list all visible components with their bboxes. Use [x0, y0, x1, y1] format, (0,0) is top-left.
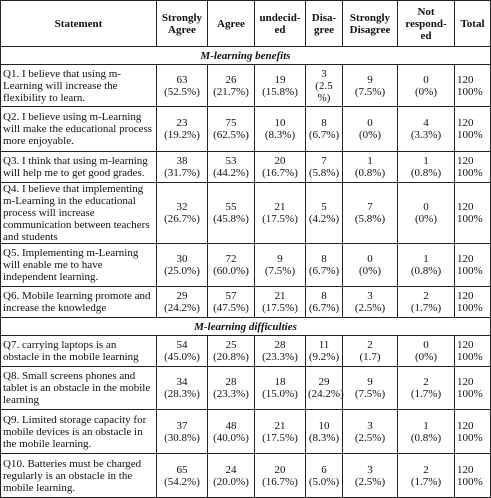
- strongly-disagree-cell: 3 (2.5%): [343, 410, 398, 454]
- strongly-agree-cell: 65 (54.2%): [157, 454, 208, 498]
- total-cell: 120 100%: [455, 287, 491, 318]
- statement-cell: Q8. Small screens phones and tablet is an obstacle in the mobile learning: [1, 367, 157, 410]
- total-cell: 120 100%: [455, 65, 491, 107]
- agree-cell: 72 (60.0%): [208, 244, 255, 287]
- statement-cell: Q5. Implementing m-Learning will enable me to have independent learning.: [1, 244, 157, 287]
- agree-cell: 24 (20.0%): [208, 454, 255, 498]
- header-strongly-disagree: Strongly Disagree: [343, 1, 398, 47]
- agree-cell: 75 (62.5%): [208, 107, 255, 152]
- agree-cell: 48 (40.0%): [208, 410, 255, 454]
- header-row: [1, 1, 491, 47]
- header-undecided: undecid- ed: [255, 1, 306, 47]
- statement-cell: Q7. carrying laptops is an obstacle in the mobile learning: [1, 336, 157, 367]
- statement-cell: Q6. Mobile learning promote and increase the knowledge: [1, 287, 157, 318]
- agree-cell: 25 (20.8%): [208, 336, 255, 367]
- not-responded-cell: 1 (0.8%): [398, 410, 455, 454]
- strongly-disagree-cell: 0 (0%): [343, 244, 398, 287]
- disagree-cell: 8 (6.7%): [306, 107, 343, 152]
- total-cell: 120 100%: [455, 367, 491, 410]
- statement-cell: Q10. Batteries must be charged regularly is an obstacle in the mobile learning.: [1, 454, 157, 498]
- undecided-cell: 28 (23.3%): [255, 336, 306, 367]
- table-row: [1, 107, 491, 152]
- table-row: [1, 454, 491, 498]
- section-title: M-learning difficulties: [1, 318, 491, 336]
- undecided-cell: 19 (15.8%): [255, 65, 306, 107]
- strongly-disagree-cell: 0 (0%): [343, 107, 398, 152]
- total-cell: 120 100%: [455, 410, 491, 454]
- disagree-cell: 8 (6.7%): [306, 287, 343, 318]
- not-responded-cell: 4 (3.3%): [398, 107, 455, 152]
- header-disagree: Disa- gree: [306, 1, 343, 47]
- table-row: [1, 152, 491, 183]
- strongly-agree-cell: 30 (25.0%): [157, 244, 208, 287]
- not-responded-cell: 1 (0.8%): [398, 244, 455, 287]
- header-not-responded: Not respond- ed: [398, 1, 455, 47]
- disagree-cell: 6 (5.0%): [306, 454, 343, 498]
- disagree-cell: 10 (8.3%): [306, 410, 343, 454]
- table-row: [1, 65, 491, 107]
- strongly-agree-cell: 38 (31.7%): [157, 152, 208, 183]
- undecided-cell: 9 (7.5%): [255, 244, 306, 287]
- header-strongly-agree: Strongly Agree: [157, 1, 208, 47]
- table-row: [1, 183, 491, 244]
- statement-cell: Q2. I believe using m-Learning will make the educational process more enjoyable.: [1, 107, 157, 152]
- strongly-disagree-cell: 3 (2.5%): [343, 454, 398, 498]
- header-statement: Statement: [1, 1, 157, 47]
- strongly-agree-cell: 29 (24.2%): [157, 287, 208, 318]
- section-row: [1, 318, 491, 336]
- not-responded-cell: 2 (1.7%): [398, 287, 455, 318]
- disagree-cell: 8 (6.7%): [306, 244, 343, 287]
- disagree-cell: 29 (24.2%): [306, 367, 343, 410]
- undecided-cell: 18 (15.0%): [255, 367, 306, 410]
- total-cell: 120 100%: [455, 336, 491, 367]
- not-responded-cell: 0 (0%): [398, 183, 455, 244]
- header-total: Total: [455, 1, 491, 47]
- not-responded-cell: 1 (0.8%): [398, 152, 455, 183]
- disagree-cell: 7 (5.8%): [306, 152, 343, 183]
- undecided-cell: 21 (17.5%): [255, 410, 306, 454]
- table-row: [1, 410, 491, 454]
- table-row: [1, 367, 491, 410]
- total-cell: 120 100%: [455, 183, 491, 244]
- undecided-cell: 21 (17.5%): [255, 287, 306, 318]
- statement-cell: Q3. I think that using m-learning will help me to get good grades.: [1, 152, 157, 183]
- section-title: M-learning benefits: [1, 47, 491, 65]
- total-cell: 120 100%: [455, 152, 491, 183]
- statement-cell: Q1. I believe that using m-Learning will increase the flexibility to learn.: [1, 65, 157, 107]
- strongly-disagree-cell: 1 (0.8%): [343, 152, 398, 183]
- statement-cell: Q9. Limited storage capacity for mobile devices is an obstacle in the mobile learning.: [1, 410, 157, 454]
- agree-cell: 57 (47.5%): [208, 287, 255, 318]
- strongly-agree-cell: 37 (30.8%): [157, 410, 208, 454]
- total-cell: 120 100%: [455, 454, 491, 498]
- strongly-disagree-cell: 9 (7.5%): [343, 367, 398, 410]
- agree-cell: 26 (21.7%): [208, 65, 255, 107]
- not-responded-cell: 0 (0%): [398, 65, 455, 107]
- statement-cell: Q4. I believe that implementing m-Learning in the educational process will increase communication between teachers and students: [1, 183, 157, 244]
- undecided-cell: 20 (16.7%): [255, 454, 306, 498]
- undecided-cell: 10 (8.3%): [255, 107, 306, 152]
- disagree-cell: 11 (9.2%): [306, 336, 343, 367]
- strongly-agree-cell: 63 (52.5%): [157, 65, 208, 107]
- strongly-agree-cell: 54 (45.0%): [157, 336, 208, 367]
- table-row: [1, 244, 491, 287]
- strongly-disagree-cell: 3 (2.5%): [343, 287, 398, 318]
- strongly-agree-cell: 34 (28.3%): [157, 367, 208, 410]
- agree-cell: 28 (23.3%): [208, 367, 255, 410]
- strongly-disagree-cell: 7 (5.8%): [343, 183, 398, 244]
- disagree-cell: 5 (4.2%): [306, 183, 343, 244]
- total-cell: 120 100%: [455, 244, 491, 287]
- table-row: [1, 336, 491, 367]
- not-responded-cell: 0 (0%): [398, 336, 455, 367]
- undecided-cell: 20 (16.7%): [255, 152, 306, 183]
- header-agree: Agree: [208, 1, 255, 47]
- strongly-agree-cell: 23 (19.2%): [157, 107, 208, 152]
- not-responded-cell: 2 (1.7%): [398, 454, 455, 498]
- agree-cell: 53 (44.2%): [208, 152, 255, 183]
- not-responded-cell: 2 (1.7%): [398, 367, 455, 410]
- strongly-disagree-cell: 2 (1.7): [343, 336, 398, 367]
- table-row: [1, 287, 491, 318]
- strongly-agree-cell: 32 (26.7%): [157, 183, 208, 244]
- strongly-disagree-cell: 9 (7.5%): [343, 65, 398, 107]
- undecided-cell: 21 (17.5%): [255, 183, 306, 244]
- total-cell: 120 100%: [455, 107, 491, 152]
- disagree-cell: 3 (2.5 %): [306, 65, 343, 107]
- section-row: [1, 47, 491, 65]
- agree-cell: 55 (45.8%): [208, 183, 255, 244]
